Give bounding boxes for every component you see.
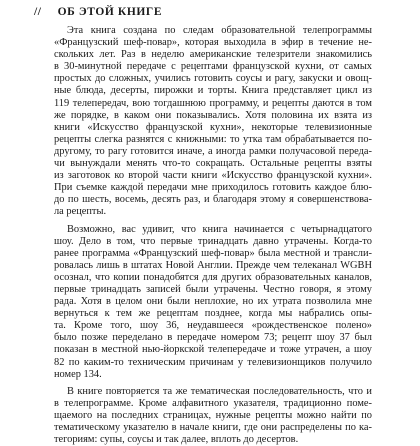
text-line: Возможно, вас удивит, что книга начинается с четырнадцатого <box>67 223 372 235</box>
text-line: ранее программа «Французский шеф-повар» была местной и трансли- <box>54 247 372 259</box>
text-line: ные блюда, десерты, пирожки и торты. Книга представляет цикл из <box>54 85 372 97</box>
text-line: первые тринадцать записей были утрачены. Честно говоря, я этому <box>54 283 372 295</box>
text-line: рада. Хотя в целом они были неплохие, но их утрата позволила мне <box>54 296 372 308</box>
text-line: номер 134. <box>54 368 102 380</box>
body-text <box>54 25 372 446</box>
text-line: простых до сложных, учились готовить соусы и рагу, закуски и овощ- <box>54 73 372 85</box>
text-line: щаемого на последних страницах, нужные рецепты можно найти по <box>54 409 372 421</box>
text-line: вернуться к тем же рецептам позднее, когда мы набрались опы- <box>54 308 372 320</box>
text-line: ла рецепты. <box>54 206 107 218</box>
text-line: «Французский шеф-повар», которая выходила в эфир в течение не- <box>54 37 372 49</box>
text-line: в телепрограмме. Кроме алфавитного указателя, традиционно поме- <box>54 397 372 409</box>
text-line: показан в местной нью-йоркской телепередаче и тоже утрачен, а шоу <box>54 344 372 356</box>
text-line: 82 по каким-то техническим причинам у телевизионщиков получило <box>54 356 372 368</box>
text-line: было позже переделано в передаче номером 73; рецепт шоу 37 был <box>54 332 372 344</box>
text-line: другому, то рагу готовится иначе, а иногда рамки получасовой переда- <box>54 145 372 157</box>
text-line: осознал, что копии понадобятся для других образовательных каналов, <box>54 271 372 283</box>
text-line: При съемке каждой передачи мне приходилось готовить каждое блю- <box>54 182 372 194</box>
text-line: шоу. Дело в том, что первые тринадцать давно утрачены. Когда-то <box>54 235 372 247</box>
text-line: книги «Искусство французской кухни», некоторые телевизионные <box>54 121 372 133</box>
section-marker: // <box>34 6 42 18</box>
text-line: В книге повторяется та же тематическая последовательность, что и <box>67 385 372 397</box>
text-line: в 30-минутной передаче с рецептами французской кухни, от самых <box>54 61 372 73</box>
text-line: скольких лет. Раз в неделю американские телезрители знакомились <box>54 49 372 61</box>
text-line: та. Кроме того, шоу 36, неудавшееся «рождественское полено» <box>54 320 372 332</box>
text-line: тегориям: супы, соусы и так далее, вплоть до десертов. <box>54 434 299 446</box>
text-line: 119 телепередач, вою тогдашнюю программу, и рецепты даются в том <box>54 97 372 109</box>
text-line: до по шесть, восемь, десять раз, и благодаря этому я совершенствова- <box>54 194 372 206</box>
paragraph <box>54 25 372 219</box>
text-line: же порядке, в каком они показывались. Хотя половина их взята из <box>54 109 372 121</box>
text-line: тематическому указателю в начале книги, где они распределены по ка- <box>54 422 372 433</box>
text-line: ровалась лишь в штатах Новой Англии. Прежде чем телеканал WGBH <box>54 259 372 271</box>
text-line: из заготовок ко второй части книги «Искусство французской кухни». <box>54 170 372 182</box>
section-header <box>34 5 372 19</box>
paragraph <box>54 386 372 446</box>
text-line: рецепты слегка разнятся с книжными: то утка там обрабатывается по- <box>54 133 372 145</box>
text-line: чи вынуждали менять что-то сокращать. Остальные рецепты взяты <box>54 158 372 170</box>
paragraph <box>54 224 372 381</box>
text-line: Эта книга создана по следам образовательной телепрограммы <box>67 25 372 36</box>
section-title: ОБ ЭТОЙ КНИГЕ <box>57 6 163 18</box>
